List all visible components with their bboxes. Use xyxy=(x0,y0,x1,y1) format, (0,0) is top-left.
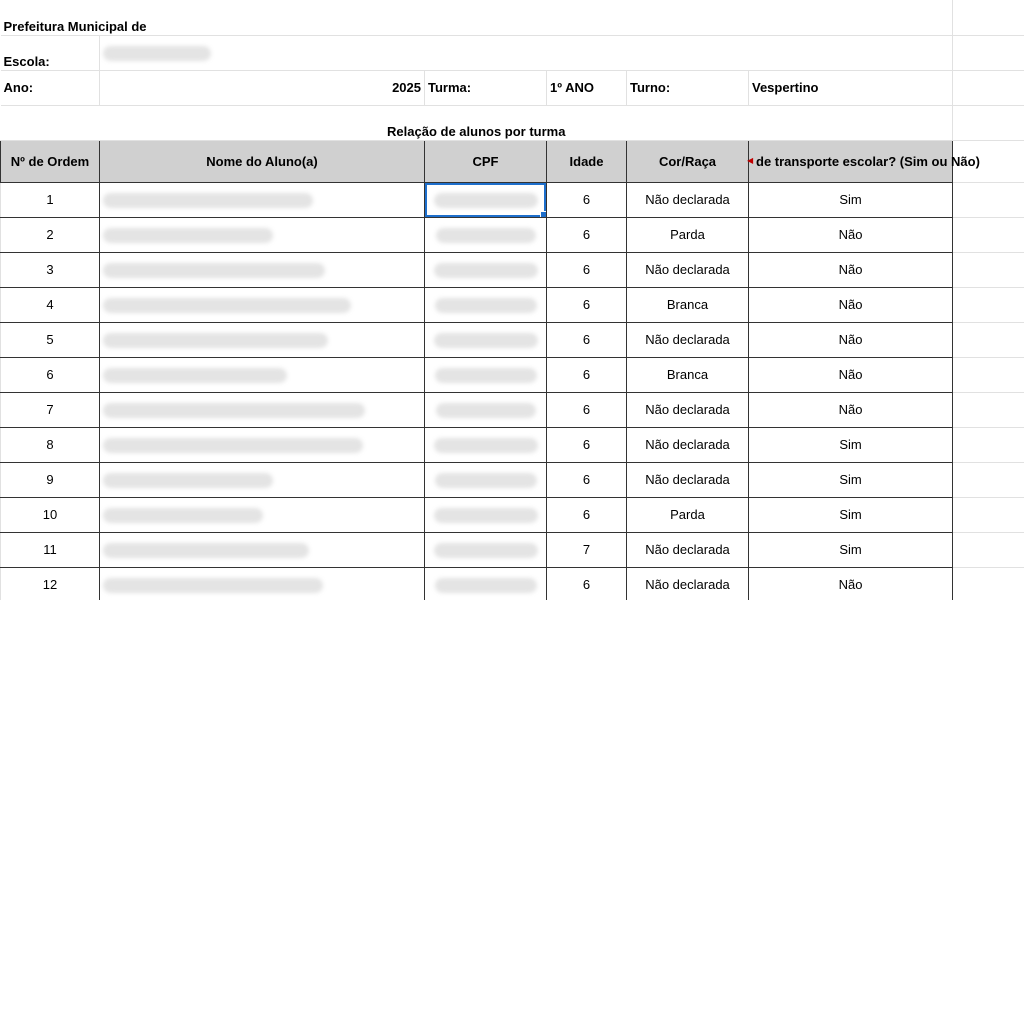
redacted-cpf xyxy=(436,403,536,418)
redacted-school-name xyxy=(103,46,211,61)
race-cell[interactable]: Não declarada xyxy=(627,532,749,567)
age-cell[interactable]: 6 xyxy=(547,392,627,427)
column-header-age[interactable]: Idade xyxy=(547,140,627,182)
race-cell[interactable]: Não declarada xyxy=(627,392,749,427)
cpf-cell[interactable] xyxy=(425,287,547,322)
table-row xyxy=(1,392,1024,427)
redacted-cpf xyxy=(435,473,537,488)
age-cell[interactable]: 6 xyxy=(547,287,627,322)
student-name-cell[interactable] xyxy=(100,567,425,600)
order-number-cell[interactable]: 4 xyxy=(1,287,100,322)
column-header-transport[interactable] xyxy=(747,140,980,182)
redacted-cpf xyxy=(434,508,538,523)
order-number-cell[interactable]: 7 xyxy=(1,392,100,427)
transport-cell[interactable]: Não xyxy=(749,567,953,600)
table-row xyxy=(1,532,1024,567)
cpf-cell[interactable] xyxy=(425,427,547,462)
redacted-cpf xyxy=(435,368,537,383)
student-name-cell[interactable] xyxy=(100,497,425,532)
student-name-cell[interactable] xyxy=(100,462,425,497)
empty-cell[interactable] xyxy=(953,35,1024,70)
year-label[interactable]: Ano: xyxy=(1,70,100,105)
transport-cell[interactable]: Sim xyxy=(749,427,953,462)
redacted-student-name xyxy=(103,333,328,348)
cpf-cell[interactable] xyxy=(425,322,547,357)
redacted-student-name xyxy=(103,193,313,208)
student-name-cell[interactable] xyxy=(100,392,425,427)
redacted-cpf xyxy=(436,228,536,243)
sheet-row-school xyxy=(1,35,1024,70)
student-name-cell[interactable] xyxy=(100,217,425,252)
student-name-cell[interactable] xyxy=(100,252,425,287)
race-cell[interactable]: Não declarada xyxy=(627,182,749,217)
redacted-student-name xyxy=(103,508,263,523)
age-cell[interactable]: 6 xyxy=(547,567,627,600)
transport-cell[interactable]: Não xyxy=(749,287,953,322)
cpf-cell[interactable] xyxy=(425,567,547,600)
shift-value[interactable]: Vespertino xyxy=(749,70,953,105)
transport-cell[interactable]: Não xyxy=(749,322,953,357)
sheet-row-year xyxy=(1,70,1024,105)
race-cell[interactable]: Branca xyxy=(627,357,749,392)
overflow-indicator-icon: ◀ xyxy=(747,155,754,165)
race-cell[interactable]: Não declarada xyxy=(627,252,749,287)
race-cell[interactable]: Parda xyxy=(627,497,749,532)
table-row xyxy=(1,182,1024,217)
cpf-cell[interactable] xyxy=(425,182,547,217)
table-row xyxy=(1,462,1024,497)
table-row xyxy=(1,217,1024,252)
age-cell[interactable]: 6 xyxy=(547,217,627,252)
table-row xyxy=(1,287,1024,322)
transport-cell[interactable]: Sim xyxy=(749,497,953,532)
class-value[interactable]: 1º ANO xyxy=(547,70,627,105)
redacted-student-name xyxy=(103,298,351,313)
age-cell[interactable]: 7 xyxy=(547,532,627,567)
sheet-row-municipality xyxy=(1,0,1024,35)
empty-cell[interactable] xyxy=(953,287,1024,322)
empty-cell[interactable] xyxy=(953,217,1024,252)
race-cell[interactable]: Não declarada xyxy=(627,567,749,600)
race-cell[interactable]: Não declarada xyxy=(627,427,749,462)
transport-cell[interactable]: Não xyxy=(749,252,953,287)
redacted-cpf xyxy=(434,333,538,348)
redacted-cpf xyxy=(435,578,537,593)
cpf-cell[interactable] xyxy=(425,532,547,567)
empty-cell[interactable] xyxy=(953,532,1024,567)
redacted-student-name xyxy=(103,368,287,383)
order-number-cell[interactable]: 8 xyxy=(1,427,100,462)
student-name-cell[interactable] xyxy=(100,357,425,392)
age-cell[interactable]: 6 xyxy=(547,252,627,287)
student-name-cell[interactable] xyxy=(100,532,425,567)
empty-cell[interactable] xyxy=(953,105,1024,140)
redacted-student-name xyxy=(103,473,273,488)
order-number-cell[interactable]: 12 xyxy=(1,567,100,600)
empty-cell[interactable] xyxy=(953,567,1024,600)
redacted-student-name xyxy=(103,228,273,243)
empty-cell[interactable] xyxy=(953,462,1024,497)
empty-cell[interactable] xyxy=(953,252,1024,287)
cpf-cell[interactable] xyxy=(425,497,547,532)
transport-cell[interactable]: Não xyxy=(749,392,953,427)
order-number-cell[interactable]: 5 xyxy=(1,322,100,357)
age-cell[interactable]: 6 xyxy=(547,357,627,392)
sheet-row-title xyxy=(1,105,1024,140)
class-label[interactable]: Turma: xyxy=(425,70,547,105)
transport-cell[interactable]: Sim xyxy=(749,532,953,567)
column-header-race[interactable]: Cor/Raça xyxy=(627,140,749,182)
transport-cell[interactable]: Sim xyxy=(749,182,953,217)
column-header-name[interactable]: Nome do Aluno(a) xyxy=(100,140,425,182)
redacted-cpf xyxy=(434,193,538,208)
shift-label[interactable]: Turno: xyxy=(627,70,749,105)
age-cell[interactable]: 6 xyxy=(547,182,627,217)
empty-cell[interactable] xyxy=(953,70,1024,105)
table-row xyxy=(1,322,1024,357)
redacted-cpf xyxy=(435,298,537,313)
empty-cell[interactable] xyxy=(953,0,1024,35)
order-number-cell[interactable]: 6 xyxy=(1,357,100,392)
school-value-cell[interactable] xyxy=(100,35,953,70)
redacted-cpf xyxy=(434,438,538,453)
transport-cell[interactable]: Não xyxy=(749,217,953,252)
cpf-cell[interactable] xyxy=(425,217,547,252)
year-value[interactable]: 2025 xyxy=(100,70,425,105)
transport-cell[interactable]: Sim xyxy=(749,462,953,497)
age-cell[interactable]: 6 xyxy=(547,427,627,462)
table-row xyxy=(1,252,1024,287)
age-cell[interactable]: 6 xyxy=(547,322,627,357)
redacted-student-name xyxy=(103,578,323,593)
cpf-cell[interactable] xyxy=(425,357,547,392)
race-cell[interactable]: Branca xyxy=(627,287,749,322)
redacted-cpf xyxy=(434,543,538,558)
order-number-cell[interactable]: 2 xyxy=(1,217,100,252)
table-header-row xyxy=(1,140,1024,182)
column-header-transport-label: de transporte escolar? (Sim ou Não) xyxy=(756,153,980,169)
redacted-student-name xyxy=(103,403,365,418)
table-row xyxy=(1,497,1024,532)
race-cell[interactable]: Não declarada xyxy=(627,462,749,497)
empty-cell[interactable] xyxy=(953,182,1024,217)
empty-cell[interactable] xyxy=(953,322,1024,357)
empty-cell[interactable] xyxy=(953,497,1024,532)
student-name-cell[interactable] xyxy=(100,182,425,217)
order-number-cell[interactable]: 11 xyxy=(1,532,100,567)
table-row xyxy=(1,427,1024,462)
order-number-cell[interactable]: 1 xyxy=(1,182,100,217)
student-name-cell[interactable] xyxy=(100,287,425,322)
empty-cell[interactable] xyxy=(953,427,1024,462)
student-name-cell[interactable] xyxy=(100,322,425,357)
redacted-cpf xyxy=(434,263,538,278)
order-number-cell[interactable]: 9 xyxy=(1,462,100,497)
redacted-student-name xyxy=(103,438,363,453)
age-cell[interactable]: 6 xyxy=(547,462,627,497)
fill-handle[interactable] xyxy=(540,211,547,218)
order-number-cell[interactable]: 3 xyxy=(1,252,100,287)
cpf-cell[interactable] xyxy=(425,462,547,497)
order-number-cell[interactable]: 10 xyxy=(1,497,100,532)
column-header-order[interactable]: Nº de Ordem xyxy=(1,140,100,182)
cpf-cell[interactable] xyxy=(425,392,547,427)
table-row xyxy=(1,357,1024,392)
empty-cell[interactable] xyxy=(953,357,1024,392)
cpf-cell[interactable] xyxy=(425,252,547,287)
transport-cell[interactable]: Não xyxy=(749,357,953,392)
column-header-cpf[interactable]: CPF xyxy=(425,140,547,182)
section-title[interactable]: Relação de alunos por turma xyxy=(1,105,953,140)
redacted-student-name xyxy=(103,543,309,558)
age-cell[interactable]: 6 xyxy=(547,497,627,532)
table-row xyxy=(1,567,1024,600)
municipality-label[interactable]: Prefeitura Municipal de xyxy=(1,0,953,35)
student-name-cell[interactable] xyxy=(100,427,425,462)
school-label[interactable]: Escola: xyxy=(1,35,100,70)
race-cell[interactable]: Não declarada xyxy=(627,322,749,357)
redacted-student-name xyxy=(103,263,325,278)
empty-cell[interactable] xyxy=(953,392,1024,427)
race-cell[interactable]: Parda xyxy=(627,217,749,252)
